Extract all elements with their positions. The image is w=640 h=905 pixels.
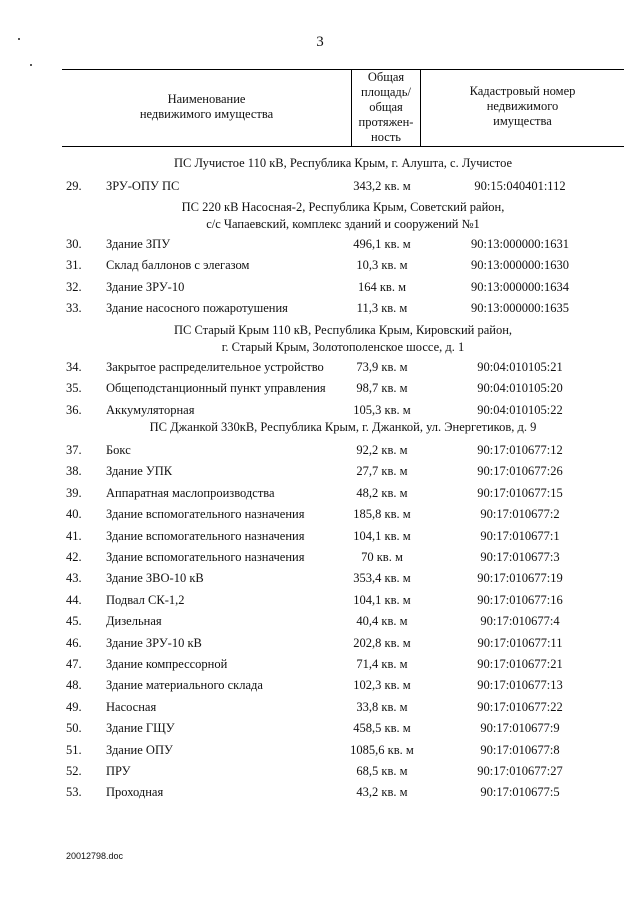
row-name: Насосная bbox=[106, 699, 157, 714]
section-title-line: ПС Старый Крым 110 кВ, Республика Крым, Кировский район, bbox=[173, 323, 513, 337]
row-area: 70 кв. м bbox=[361, 550, 403, 564]
page-number: 3 bbox=[316, 34, 324, 50]
row-num: 49. bbox=[66, 699, 82, 714]
row-cad: 90:17:010677:2 bbox=[480, 507, 560, 522]
row-name: ЗРУ-ОПУ ПС bbox=[106, 179, 180, 193]
row-num: 43. bbox=[66, 571, 82, 586]
row-name: Здание ЗРУ-10 bbox=[106, 279, 185, 294]
table-row bbox=[0, 233, 640, 255]
row-area: 73,9 кв. м bbox=[356, 360, 408, 374]
row-num: 39. bbox=[66, 485, 82, 500]
header-area-line: ность bbox=[371, 130, 401, 144]
row-num: 36. bbox=[66, 402, 82, 417]
row-cad: 90:17:010677:3 bbox=[480, 550, 560, 564]
row-cad: 90:17:010677:1 bbox=[480, 528, 560, 543]
table-row bbox=[0, 525, 640, 547]
table-row bbox=[0, 439, 640, 461]
table-row bbox=[0, 739, 640, 761]
margin-mark bbox=[30, 64, 32, 66]
row-cad: 90:13:000000:1635 bbox=[471, 301, 569, 316]
row-cad: 90:17:010677:16 bbox=[477, 592, 563, 607]
section-title bbox=[62, 199, 624, 233]
section-title bbox=[62, 322, 624, 356]
row-area: 102,3 кв. м bbox=[353, 678, 411, 693]
row-area: 185,8 кв. м bbox=[353, 507, 411, 522]
row-area: 202,8 кв. м bbox=[353, 635, 411, 650]
table-row bbox=[0, 297, 640, 319]
table-row bbox=[0, 589, 640, 611]
row-name: Аккумуляторная bbox=[106, 402, 195, 417]
row-area: 343,2 кв. м bbox=[353, 179, 411, 193]
footer-filename: 20012798.doc bbox=[66, 851, 124, 861]
table-row bbox=[0, 175, 640, 197]
row-name: Проходная bbox=[106, 785, 164, 800]
row-area: 104,1 кв. м bbox=[353, 592, 411, 607]
row-area: 48,2 кв. м bbox=[356, 485, 408, 500]
row-cad: 90:13:000000:1631 bbox=[471, 237, 569, 251]
table-row bbox=[0, 717, 640, 739]
row-cad: 90:17:010677:9 bbox=[480, 721, 560, 736]
row-cad: 90:17:010677:19 bbox=[477, 571, 563, 586]
row-area: 68,5 кв. м bbox=[356, 764, 408, 778]
row-area: 43,2 кв. м bbox=[356, 785, 408, 800]
section-title-line: с/с Чапаевский, комплекс зданий и сооружений №1 bbox=[206, 217, 480, 231]
row-name: Общеподстанционный пункт управления bbox=[106, 381, 326, 396]
row-area: 353,4 кв. м bbox=[353, 571, 411, 586]
row-name: Склад баллонов с элегазом bbox=[106, 258, 250, 273]
row-num: 45. bbox=[66, 614, 82, 629]
row-cad: 90:04:010105:20 bbox=[477, 381, 563, 396]
table-row bbox=[0, 254, 640, 276]
row-name: Здание УПК bbox=[106, 464, 173, 479]
row-name: Здание материального склада bbox=[106, 678, 263, 693]
section-title-line: ПС Лучистое 110 кВ, Республика Крым, г. Алушта, с. Лучистое bbox=[173, 156, 513, 170]
table-row bbox=[0, 760, 640, 782]
row-num: 46. bbox=[66, 635, 82, 650]
table-row bbox=[0, 567, 640, 589]
row-name: Здание вспомогательного назначения bbox=[106, 528, 305, 543]
row-name: Дизельная bbox=[106, 614, 162, 629]
table-row bbox=[0, 632, 640, 654]
row-name: Здание ОПУ bbox=[106, 742, 173, 757]
table-row bbox=[0, 610, 640, 632]
row-num: 29. bbox=[66, 179, 82, 193]
table-row bbox=[0, 482, 640, 504]
row-cad: 90:17:010677:12 bbox=[477, 443, 563, 457]
row-num: 41. bbox=[66, 528, 82, 543]
row-num: 51. bbox=[66, 742, 82, 757]
table-row bbox=[0, 377, 640, 399]
table-header-bottom-rule bbox=[62, 146, 624, 147]
row-name: Закрытое распределительное устройство bbox=[106, 360, 324, 374]
row-name: Бокс bbox=[106, 443, 131, 457]
row-cad: 90:04:010105:22 bbox=[477, 402, 563, 417]
table-row bbox=[0, 674, 640, 696]
header-name-column bbox=[62, 92, 351, 122]
row-num: 34. bbox=[66, 360, 82, 374]
row-cad: 90:17:010677:15 bbox=[477, 485, 563, 500]
row-name: Подвал СК-1,2 bbox=[106, 592, 185, 607]
row-area: 1085,6 кв. м bbox=[350, 742, 414, 757]
row-name: Здание компрессорной bbox=[106, 657, 228, 671]
table-row bbox=[0, 653, 640, 675]
row-name: Аппаратная маслопроизводства bbox=[106, 485, 275, 500]
header-cad-line: недвижимого bbox=[486, 99, 559, 113]
row-name: Здание вспомогательного назначения bbox=[106, 507, 305, 522]
row-area: 92,2 кв. м bbox=[356, 443, 408, 457]
row-num: 50. bbox=[66, 721, 82, 736]
header-name-line: недвижимого имущества bbox=[139, 107, 274, 121]
header-area-line: площадь/ bbox=[361, 85, 411, 99]
row-cad: 90:13:000000:1630 bbox=[471, 258, 569, 273]
section-title-line: ПС Джанкой 330кВ, Республика Крым, г. Джанкой, ул. Энергетиков, д. 9 bbox=[149, 420, 537, 434]
row-cad: 90:17:010677:4 bbox=[480, 614, 560, 629]
row-cad: 90:15:040401:112 bbox=[474, 179, 566, 193]
row-num: 33. bbox=[66, 301, 82, 316]
row-num: 31. bbox=[66, 258, 82, 273]
row-num: 37. bbox=[66, 443, 82, 457]
row-cad: 90:13:000000:1634 bbox=[471, 279, 569, 294]
row-num: 35. bbox=[66, 381, 82, 396]
row-area: 27,7 кв. м bbox=[356, 464, 408, 479]
row-name: Здание насосного пожаротушения bbox=[106, 301, 288, 316]
row-name: ПРУ bbox=[106, 764, 131, 778]
table-row bbox=[0, 356, 640, 378]
row-cad: 90:17:010677:5 bbox=[480, 785, 560, 800]
header-area-line: Общая bbox=[367, 70, 405, 84]
row-name: Здание ГЩУ bbox=[106, 721, 175, 736]
row-num: 40. bbox=[66, 507, 82, 522]
table-row bbox=[0, 503, 640, 525]
row-cad: 90:17:010677:21 bbox=[477, 657, 563, 671]
row-num: 44. bbox=[66, 592, 82, 607]
header-name-line: Наименование bbox=[167, 92, 246, 106]
row-num: 42. bbox=[66, 550, 82, 564]
row-name: Здание ЗПУ bbox=[106, 237, 171, 251]
table-row bbox=[0, 546, 640, 568]
table-row bbox=[0, 276, 640, 298]
row-area: 40,4 кв. м bbox=[356, 614, 408, 629]
row-name: Здание ЗВО-10 кВ bbox=[106, 571, 204, 586]
table-header-top-rule bbox=[62, 69, 624, 70]
row-area: 11,3 кв. м bbox=[356, 301, 408, 316]
row-num: 30. bbox=[66, 237, 82, 251]
row-num: 38. bbox=[66, 464, 82, 479]
table-row bbox=[0, 460, 640, 482]
row-cad: 90:17:010677:11 bbox=[477, 635, 563, 650]
row-num: 32. bbox=[66, 279, 82, 294]
table-row bbox=[0, 399, 640, 421]
row-num: 48. bbox=[66, 678, 82, 693]
row-area: 71,4 кв. м bbox=[356, 657, 408, 671]
row-num: 52. bbox=[66, 764, 82, 778]
header-cad-line: имущества bbox=[493, 114, 552, 128]
row-cad: 90:17:010677:13 bbox=[477, 678, 563, 693]
table-row bbox=[0, 696, 640, 718]
header-area-line: общая bbox=[369, 100, 403, 114]
row-area: 458,5 кв. м bbox=[353, 721, 411, 736]
section-title-line: ПС 220 кВ Насосная-2, Республика Крым, Советский район, bbox=[181, 200, 505, 214]
section-title bbox=[62, 419, 624, 436]
header-cadastral-column bbox=[421, 84, 624, 129]
header-area-line: протяжен- bbox=[358, 115, 414, 129]
row-area: 10,3 кв. м bbox=[356, 258, 408, 273]
row-area: 104,1 кв. м bbox=[353, 528, 411, 543]
row-cad: 90:17:010677:27 bbox=[477, 764, 563, 778]
row-name: Здание вспомогательного назначения bbox=[106, 550, 305, 564]
section-title bbox=[62, 155, 624, 172]
row-cad: 90:17:010677:22 bbox=[477, 699, 563, 714]
row-cad: 90:17:010677:26 bbox=[477, 464, 563, 479]
row-area: 33,8 кв. м bbox=[356, 699, 408, 714]
row-num: 47. bbox=[66, 657, 82, 671]
row-name: Здание ЗРУ-10 кВ bbox=[106, 635, 202, 650]
row-cad: 90:04:010105:21 bbox=[477, 360, 563, 374]
row-area: 496,1 кв. м bbox=[353, 237, 411, 251]
header-area-column bbox=[352, 70, 420, 145]
row-area: 164 кв. м bbox=[357, 279, 406, 294]
header-cad-line: Кадастровый номер bbox=[469, 84, 576, 98]
table-row bbox=[0, 781, 640, 803]
row-cad: 90:17:010677:8 bbox=[480, 742, 560, 757]
section-title-line: г. Старый Крым, Золотополенское шоссе, д. 1 bbox=[221, 340, 465, 354]
row-area: 105,3 кв. м bbox=[353, 402, 411, 417]
row-area: 98,7 кв. м bbox=[356, 381, 408, 396]
row-num: 53. bbox=[66, 785, 82, 800]
